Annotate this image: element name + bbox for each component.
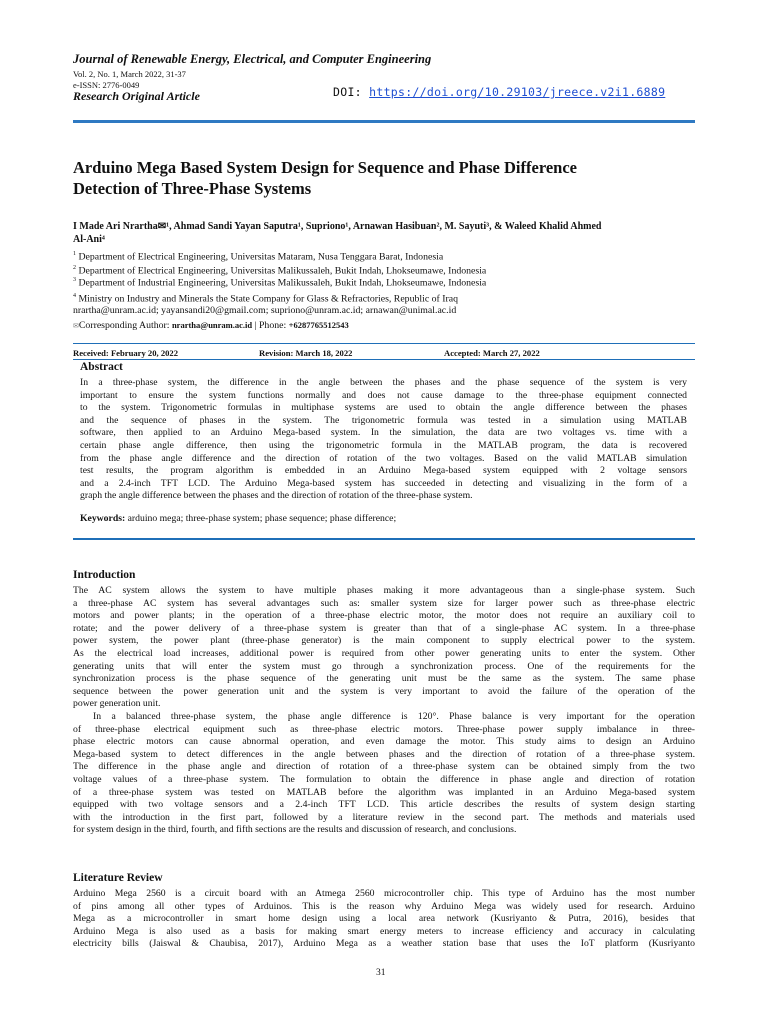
affiliation-text: Department of Electrical Engineering, Universitas Mataram, Nusa Tenggara Barat, Indonesia	[76, 251, 444, 263]
received-date: Received: February 20, 2022	[73, 348, 179, 358]
body-line: As the electrical load increases, additional power is required from other power generating units to enter the system. Other	[73, 647, 695, 659]
body-line: In a balanced three-phase system, the phase angle difference is 120°. Phase balance is very important for the operation	[93, 710, 695, 722]
body-line: a three-phase AC system has several advantages such as: smaller system size for larger power such as three-phase electric	[73, 597, 695, 609]
introduction-body	[73, 585, 695, 837]
body-line: generating units that will enter the system must go through a synchronization process. One of the requirements for the	[73, 660, 695, 672]
body-line: synchronization process is the phase sequence of the generating unit must be the same as the system. The same phase	[73, 673, 695, 685]
affiliation-number: 3	[73, 277, 76, 283]
doi	[333, 85, 665, 99]
header-divider	[73, 120, 695, 123]
paper-title	[73, 157, 703, 199]
page-number: 31	[376, 968, 386, 978]
affiliation-4	[73, 290, 458, 305]
affiliation-1	[73, 248, 443, 263]
affiliation-text: Department of Electrical Engineering, Universitas Malikussaleh, Bukit Indah, Lhokseumawe, Indonesia	[76, 265, 487, 277]
body-line: The difference in the phase angle and direction of rotation of a three-phase system can be obtained simply from the two	[73, 761, 695, 773]
body-line: sequence between the power generation unit and the system is very important to avoid the failure of the operation of the	[73, 685, 695, 697]
corresponding-author	[73, 320, 349, 331]
author-line: I Made Ari Nrartha✉¹, Ahmad Sandi Yayan Saputra¹, Supriono¹, Arnawan Hasibuan², M. Sayuti³, & Waleed Khalid Ahmed	[73, 221, 602, 232]
literature-review-body	[73, 888, 695, 951]
abstract-heading: Abstract	[80, 361, 123, 373]
body-line: of three-phase electrical equipment such as three-phase electric motors. Three-phase power supply imbalance in three-	[73, 723, 695, 735]
abstract-line: software, then applied to an Arduino Mega-based system. In the simulation, the data are two voltages vs. time with a	[80, 427, 687, 439]
body-line: rotate; and the power delivery of a three-phase system is greater than that of a single-phase AC system. In a three-phase	[73, 622, 695, 634]
literature-review-heading: Literature Review	[73, 872, 163, 884]
abstract-top-divider	[73, 359, 695, 360]
body-line: of pins among all other types of Arduinos. This is the reason why Arduino Mega was widely used for research. Arduino	[73, 900, 695, 912]
body-line: power generation unit.	[73, 698, 161, 710]
affiliation-text: Department of Industrial Engineering, Universitas Malikussaleh, Bukit Indah, Lhokseumawe, Indonesia	[76, 277, 487, 289]
author-emails: nrartha@unram.ac.id; yayansandi20@gmail.com; supriono@unram.ac.id; arnawan@unimal.ac.id	[73, 305, 457, 316]
abstract-line: important to ensure the system functions normally and does not cause damage to the three-phase equipment connected	[80, 389, 687, 401]
body-line: Arduino Mega is also used as a basis for making smart energy meters to increase efficiency and accuracy in calculating	[73, 925, 695, 937]
title-line: Arduino Mega Based System Design for Sequence and Phase Difference	[73, 158, 577, 177]
author-list	[73, 220, 698, 246]
keywords-label: Keywords:	[80, 513, 126, 524]
body-line: Mega as a microcontroller in smart home design using a local area network (Kusriyanto & Putra, 2016), besides that	[73, 913, 695, 925]
abstract-line: and the sequence of phases in the system. The trigonometric formula was tested in a simulation using MATLAB	[80, 414, 687, 426]
corresponding-label: Corresponding Author:	[78, 320, 172, 331]
corresponding-email[interactable]: nrartha@unram.ac.id	[171, 320, 253, 330]
abstract-line: certain phase angle difference, then using the trigonometric formula in the MATLAB program, the data is recovered	[80, 439, 687, 451]
keywords-list: arduino mega; three-phase system; phase sequence; phase difference;	[125, 513, 397, 524]
accepted-date: Accepted: March 27, 2022	[444, 348, 540, 358]
body-line: with the introduction in the first part, followed by a literature review in the second part. The methods and materials used	[73, 811, 695, 823]
body-line: Mega-based system to detect differences in the angle between phases and the direction of rotation of a three-phase system.	[73, 748, 695, 760]
doi-link[interactable]: https://doi.org/10.29103/jreece.v2i1.6889	[369, 85, 666, 99]
body-line: The AC system allows the system to have multiple phases making it more advantageous than a single-phase system. Such	[73, 585, 695, 596]
revision-date: Revision: March 18, 2022	[259, 348, 353, 358]
introduction-heading: Introduction	[73, 569, 136, 581]
journal-title: Journal of Renewable Energy, Electrical, and Computer Engineering	[73, 52, 432, 66]
abstract-line: test results, the program algorithm is embedded in an Arduino Mega-based system equipped with 2 voltage sensors	[80, 465, 687, 477]
article-type: Research Original Article	[73, 89, 200, 103]
body-line: of a three-phase system was tested on MATLAB before the algorithm was implanted in an Arduino Mega-based system	[73, 786, 695, 798]
phone-label: | Phone:	[252, 320, 289, 331]
abstract-bottom-divider	[73, 538, 695, 540]
body-line: electricity bills (Jaiswal & Chaubisa, 2017), Arduino Mega as a weather station base that uses the IoT platform (Kusriyanto	[73, 938, 695, 950]
dates-divider	[73, 343, 695, 344]
abstract-text	[80, 377, 687, 503]
affiliation-number: 4	[73, 293, 76, 299]
body-line: power system, the power plant (three-phase generator) is the main component to supply electrical power to the system.	[73, 635, 695, 647]
affiliation-3	[73, 274, 486, 289]
abstract-line: and a 2.4-inch TFT LCD. The Arduino Mega-based system has succeeded in detecting and visualizing in the form of a	[80, 477, 687, 489]
issn: e-ISSN: 2776-0049	[73, 80, 140, 90]
body-line: for system design in the third, fourth, and fifth sections are the results and discussion of research, and conclusions.	[73, 824, 517, 836]
corresponding-phone: +6287765512543	[288, 320, 349, 330]
abstract-line: graph the angle difference between the phases and the direction of rotation of the three-phase system.	[80, 490, 473, 502]
abstract-line: from the phase angle difference and the direction of rotation of the two voltages. Based on the valid MATLAB simulation	[80, 452, 687, 464]
body-line: motors and power plants; in the operation of a three-phase electric motor, the motor does not require an auxiliary coil to	[73, 610, 695, 622]
author-line: Al-Ani⁴	[73, 234, 105, 245]
body-line: phase electric motors can cause abnormal operation, and even damage the motor. This study aims to design an Arduino	[73, 736, 695, 748]
body-line: voltage values of a three-phase system. The formulation to obtain the difference in phase angle and direction of rotation	[73, 773, 695, 785]
keywords	[80, 513, 396, 524]
affiliation-number: 2	[73, 265, 76, 271]
affiliation-number: 1	[73, 251, 76, 257]
abstract-line: In a three-phase system, the difference in the angle between the phases and the phase sequence of the system is very	[80, 377, 687, 388]
abstract-line: to the system. Trigonometric formulas in multiphase systems are used to obtain the angle difference between the phases	[80, 402, 687, 414]
doi-label: DOI:	[333, 85, 362, 99]
title-line: Detection of Three-Phase Systems	[73, 179, 312, 198]
body-line: Arduino Mega 2560 is a circuit board with an Atmega 2560 microcontroller chip. This type of Arduino has the most number	[73, 888, 695, 899]
volume-info: Vol. 2, No. 1, March 2022, 31-37	[73, 69, 186, 79]
body-line: equipped with two voltage sensors and a 2.4-inch TFT LCD. This article describes the results of system design starting	[73, 799, 695, 811]
envelope-icon: ✉	[73, 322, 79, 330]
affiliation-text: Ministry on Industry and Minerals the State Company for Glass & Refractories, Republic of Iraq	[76, 293, 458, 305]
